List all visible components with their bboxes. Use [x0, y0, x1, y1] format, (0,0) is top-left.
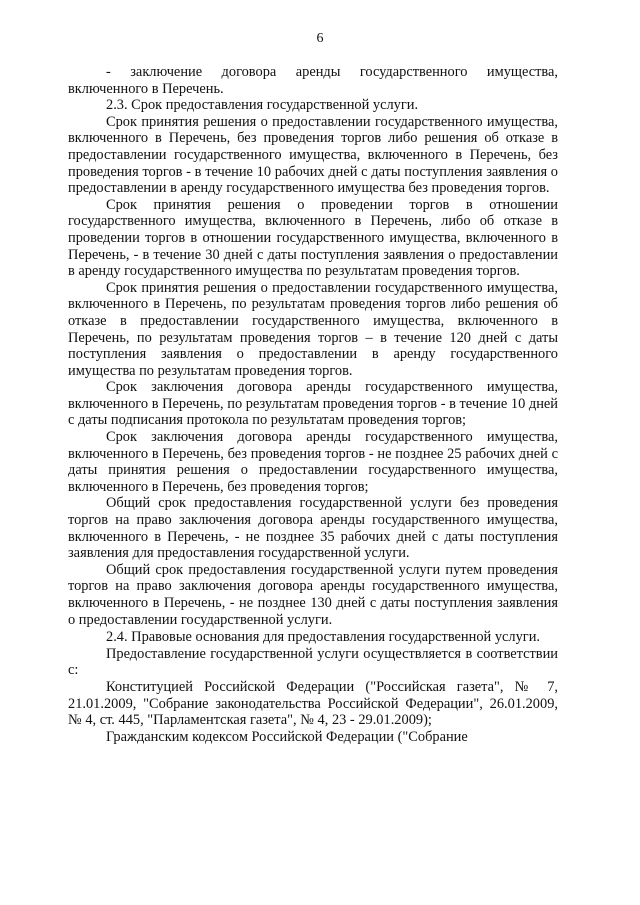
- paragraph-legal-basis-intro: Предоставление государственной услуги осуществляется в соответствии с:: [68, 645, 558, 679]
- paragraph-civil-code: Гражданским кодексом Российской Федерации ("Собрание: [106, 728, 468, 745]
- page-number: 6: [316, 31, 324, 46]
- section-heading-2-4: 2.4. Правовые основания для предоставления государственной услуги.: [106, 629, 540, 646]
- paragraph-contract-item: - заключение договора аренды государственного имущества, включенного в Перечень.: [68, 64, 558, 97]
- paragraph-term-contract-without-auction: Срок заключения договора аренды государственного имущества, включенного в Перечень, без проведения торгов - не позднее 25 рабочих дней с даты принятия решения о предоставлении государственного имущества, включенного в Перечень, без проведения торгов;: [68, 429, 558, 495]
- paragraph-term-decision-by-auction-results: Срок принятия решения о предоставлении государственного имущества, включенного в Перечень, по результатам проведения торгов либо решения об отказе в предоставлении государственного имущества, включенного в Перечень, по результатам проведения торгов – в течение 120 дней с даты поступления заявления о предоставлении в аренду государственного имущества по результатам проведения торгов.: [68, 279, 558, 379]
- paragraph-total-term-with-auction: Общий срок предоставления государственной услуги путем проведения торгов на право заключения договора аренды государственного имущества, включенного в Перечень, - не позднее 130 дней с даты поступления заявления о предоставлении государственной услуги.: [68, 561, 558, 628]
- paragraph-term-decision-on-auction: Срок принятия решения о проведении торгов в отношении государственного имущества, включенного в Перечень, либо об отказе в проведении торгов в отношении государственного имущества, включенного в Перечень, - в течение 30 дней с даты поступления заявления о предоставлении в аренду государственного имущества по результатам проведения торгов.: [68, 196, 558, 280]
- paragraph-term-decision-without-auction: Срок принятия решения о предоставлении государственного имущества, включенного в Перечень, без проведения торгов либо решения об отказе в предоставлении государственного имущества, включенного в Перечень, без проведения торгов - в течение 10 рабочих дней с даты поступления заявления о предоставлении в аренду государственного имущества без проведения торгов.: [68, 113, 558, 197]
- section-heading-2-3: 2.3. Срок предоставления государственной услуги.: [106, 97, 419, 114]
- document-body: [68, 64, 558, 745]
- paragraph-total-term-without-auction: Общий срок предоставления государственной услуги без проведения торгов на право заключения договора аренды государственного имущества, включенного в Перечень, - не позднее 35 рабочих дней с даты поступления заявления для предоставления государственной услуги.: [68, 495, 558, 562]
- paragraph-constitution: Конституцией Российской Федерации ("Российская газета", № 7, 21.01.2009, "Собрание законодательства Российской Федерации", 26.01.2009, № 4, ст. 445, "Парламентская газета", № 4, 23 - 29.01.2009);: [68, 678, 558, 729]
- paragraph-term-contract-by-auction: Срок заключения договора аренды государственного имущества, включенного в Перечень, по результатам проведения торгов - в течение 10 дней с даты подписания протокола по результатам проведения торгов;: [68, 379, 558, 429]
